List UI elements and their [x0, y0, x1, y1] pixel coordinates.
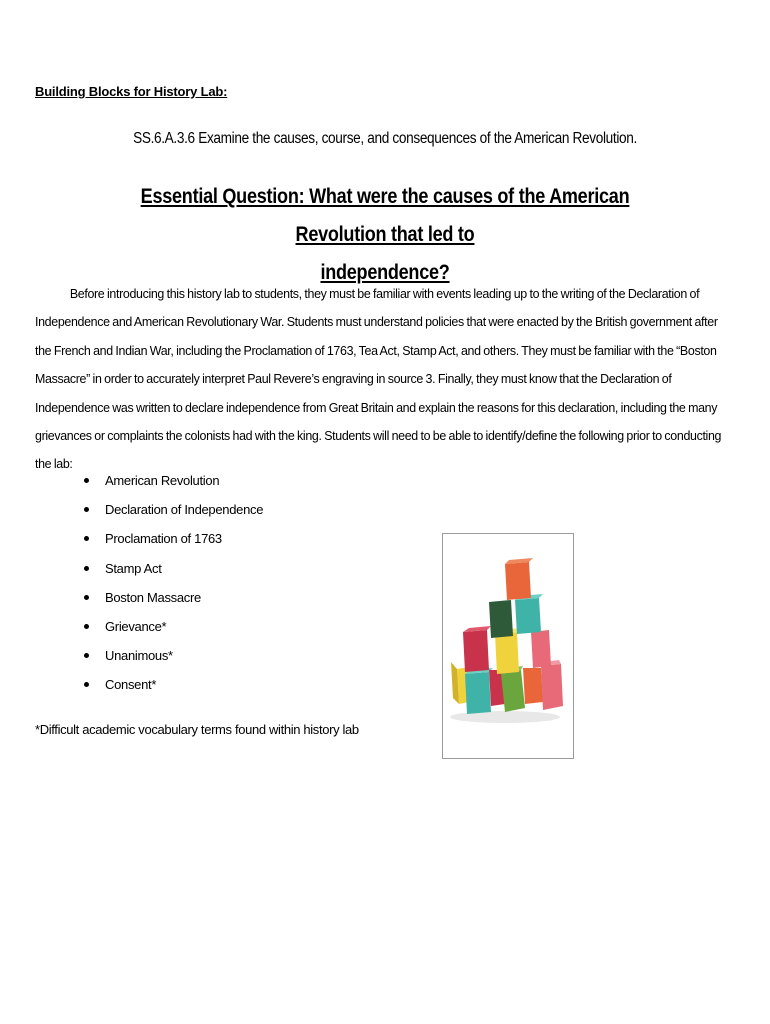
list-item: Grievance*	[70, 616, 263, 645]
bullet-icon	[84, 478, 89, 483]
bullet-icon	[84, 536, 89, 541]
block	[515, 594, 543, 634]
standard-statement: SS.6.A.3.6 Examine the causes, course, and consequences of the American Revolution.	[133, 130, 637, 147]
bullet-icon	[84, 507, 89, 512]
bullet-icon	[84, 653, 89, 658]
blocks-icon	[443, 534, 573, 758]
essential-question-line-1: Essential Question: What were the causes of the American Revolution that led to	[140, 185, 630, 246]
list-item: Stamp Act	[70, 558, 263, 587]
essential-question	[106, 178, 665, 292]
vocabulary-list	[70, 470, 263, 704]
block	[463, 626, 491, 672]
list-item: Proclamation of 1763	[70, 528, 263, 557]
bullet-icon	[84, 566, 89, 571]
block	[465, 668, 493, 714]
block	[541, 660, 563, 710]
bullet-icon	[84, 624, 89, 629]
footnote: *Difficult academic vocabulary terms found within history lab	[35, 722, 359, 737]
essential-question-line-2: independence?	[320, 261, 450, 284]
bullet-icon	[84, 682, 89, 687]
block	[523, 668, 543, 704]
intro-paragraph: Before introducing this history lab to students, they must be familiar with events leading up to the writing of the Declaration of Independence and American Revolutionary War. Students must understand policies that were enacted by the British government after the French and Indian War, including the Proclamation of 1763, Tea Act, Stamp Act, and others. They must be familiar with the “Boston Massacre” in order to accurately interpret Paul Revere’s engraving in source 3. Finally, they must know that the Declaration of Independence was written to declare independence from Great Britain and explain the reasons for this declaration, including the many grievances or complaints the colonists had with the king. Students will need to be able to identify/define the following prior to conducting the lab:	[35, 287, 722, 472]
list-item: Consent*	[70, 674, 263, 703]
lab-heading: Building Blocks for History Lab:	[35, 84, 228, 99]
block	[505, 558, 533, 600]
block	[531, 630, 551, 668]
bullet-icon	[84, 595, 89, 600]
list-item: American Revolution	[70, 470, 263, 499]
list-item: Unanimous*	[70, 645, 263, 674]
list-item: Boston Massacre	[70, 587, 263, 616]
blocks-image	[442, 533, 574, 759]
block	[489, 600, 513, 638]
list-item: Declaration of Independence	[70, 499, 263, 528]
